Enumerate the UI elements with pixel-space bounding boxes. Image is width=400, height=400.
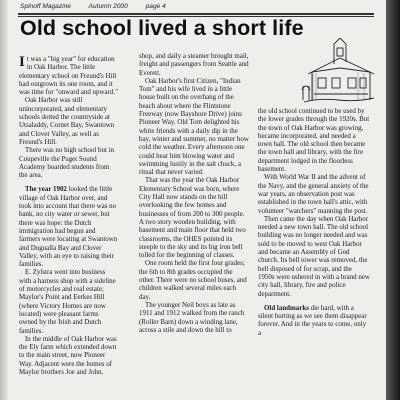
paragraph: The younger Neil boys as late as 1911 and 1912 walked from the ranch (Roller Barn) down a winding lane, across a stile and down the hill to — [139, 300, 245, 334]
drop-cap: I — [19, 55, 25, 70]
page-header — [20, 3, 370, 10]
paragraph: One room held the first four grades; the 6th to 8th grades occupied the other. There were no school buses, and children walked several miles each day. — [139, 259, 247, 301]
issue-date: Autumn 2000 — [88, 3, 128, 10]
paragraph: Oak Harbor was still unincorporated, and elementary schools dotted the countryside at Utsaladdy, Cornet Bay, Swantown and Clover Valley, as well as Freund's Hill. — [19, 96, 115, 146]
paragraph-text: looked the little village of Oak Harbor over, and took into account that there was no bank, no city water or sewer, but there was hope: the Dutch immigration had begun and farmers were locating at Swantown and Dugualla Bay and Clover Valley, with an eye to raising their families. — [19, 185, 118, 269]
article-column-3 — [258, 107, 370, 400]
paragraph: Then came the day when Oak Harbor needed a new town hall. The old school building was no longer needed and was sold to be moved to west Oak Harbor and became an Assembly of God church. Its bell tower was removed, the bell disposed of for scrap, and the 1950s were ushered in with a brand new city hall, library, fire and police department. — [258, 214, 370, 298]
article-column-1 — [19, 55, 118, 400]
paragraph-text: die hard, with a silent hurting as we see them disappear forever. And in the years to come, only a — [258, 303, 367, 337]
article-title: Old school lived a short life — [20, 16, 304, 40]
paragraph: With World War II and the advent of the Navy, and the general anxiety of the war years, an observation post was established in the town hall's attic, with volunteer "watchers" manning the post. — [258, 173, 369, 215]
article-column-2 — [139, 52, 249, 400]
paragraph — [258, 304, 370, 337]
paragraph-text: t was a "big year" for education in Oak Harbor. The little elementary school on Freund's Hill had outgrown its one room, and it was time for "onward and upward." — [19, 55, 118, 97]
paragraph: E. Zylstra went into business with a harness shop with a sideline of motorcycles and real estate; Maylor's Point and Eerkes Hill (where Victory Homes are now located) were pleasant farms owned by the Irish and Dutch families. — [19, 268, 116, 335]
paragraph: There was no high school but in Coupeville the Puget Sound Academy boarded students from the area. — [19, 146, 115, 180]
lead-in-text: Old landmarks — [264, 303, 309, 312]
paragraph — [19, 55, 118, 96]
page-number: page 4 — [145, 3, 166, 10]
schoolhouse-illustration — [300, 38, 376, 104]
page-gutter-shadow — [0, 0, 8, 400]
paragraph: Oak Harbor's first Citizen, "Indian Tom" and his wife lived in a little house built on the overhang of the beach about where the Flintstone Freeway (now Bayshore Drive) joins Pioneer Way. Old Tom delighted his white friends with a daily dip in the bay, winter and summer, no matter how cold the weather. Every afternoon one could hear him blowing water and swimming lustily in the salt chuck, a ritual that never varied. — [139, 76, 249, 177]
paragraph — [19, 185, 118, 268]
header-rule-thick — [18, 13, 374, 15]
paragraph: That was the year the Oak Harbor Elementary School was born, where City Hall now stands on the hill overlooking the few homes and businesses of from 200 to 300 people. A two story wooden building, with basement and main floor that held two classrooms, the OHES pointed its steeple to the sky and its big iron bell tolled for the beginning of classes. — [139, 176, 246, 260]
paragraph: the old school continued to be used by the lower grades through the 1920s. But the town of Oak Harbor was growing, became incorporated, and needed a town hall. The old school then became the town hall and library, with the fire department lodged in the floorless basement. — [258, 107, 370, 174]
scan-edge-shadow — [386, 0, 400, 400]
paragraph: shop, and daily a steamer brought mail, freight and passengers from Seattle and Everett. — [139, 52, 249, 77]
magazine-name: Spinoff Magazine — [20, 3, 71, 10]
paragraph: In the middle of Oak Harbor was the Ely farm which extended down to the main street, now Pioneer Way. Adjacent were the homes of Maylor brothers Joe and John, — [19, 334, 117, 376]
lead-in-text: The year 1902 — [25, 185, 67, 194]
